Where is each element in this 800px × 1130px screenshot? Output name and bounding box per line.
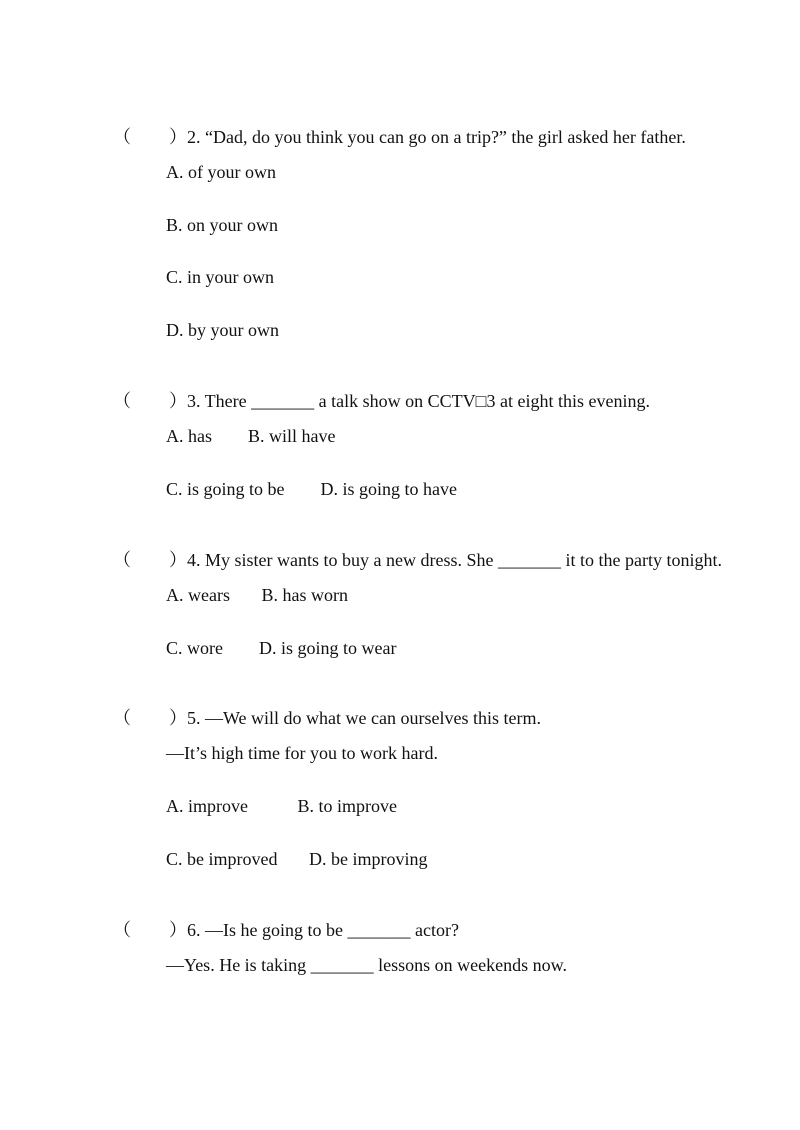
answer-paren-open: （ bbox=[113, 708, 131, 728]
option-line: A. improve B. to improve bbox=[166, 796, 397, 816]
option-line: A. wears B. has worn bbox=[166, 585, 348, 605]
answer-paren-close: ） bbox=[169, 127, 187, 147]
answer-paren-close: ） bbox=[169, 920, 187, 940]
question-text: 6. —Is he going to be _______ actor? bbox=[187, 920, 459, 940]
answer-paren-close: ） bbox=[169, 391, 187, 411]
answer-paren-open: （ bbox=[113, 391, 131, 411]
question-6-stem bbox=[104, 903, 459, 939]
option-line: A. of your own bbox=[166, 162, 276, 182]
option-line: A. has B. will have bbox=[166, 426, 336, 446]
option-line: C. in your own bbox=[166, 267, 274, 287]
question-3-stem bbox=[104, 374, 650, 410]
dialogue-line: —It’s high time for you to work hard. bbox=[166, 743, 438, 763]
question-text: 5. —We will do what we can ourselves this term. bbox=[187, 708, 541, 728]
option-line: C. is going to be D. is going to have bbox=[166, 479, 457, 499]
question-text: 2. “Dad, do you think you can go on a trip?” the girl asked her father. bbox=[187, 127, 686, 147]
answer-paren-open: （ bbox=[113, 127, 131, 147]
answer-paren-open: （ bbox=[113, 550, 131, 570]
question-4-stem bbox=[104, 533, 722, 569]
question-text: 4. My sister wants to buy a new dress. She _______ it to the party tonight. bbox=[187, 550, 722, 570]
question-2-stem bbox=[104, 110, 686, 146]
option-line: B. on your own bbox=[166, 215, 278, 235]
option-line: C. wore D. is going to wear bbox=[166, 638, 397, 658]
question-text: 3. There _______ a talk show on CCTV□3 at eight this evening. bbox=[187, 391, 650, 411]
answer-paren-close: ） bbox=[169, 708, 187, 728]
dialogue-line: —Yes. He is taking _______ lessons on weekends now. bbox=[166, 955, 567, 975]
question-5-stem bbox=[104, 691, 541, 727]
answer-paren-close: ） bbox=[169, 550, 187, 570]
option-line: C. be improved D. be improving bbox=[166, 849, 428, 869]
answer-paren-open: （ bbox=[113, 920, 131, 940]
option-line: D. by your own bbox=[166, 320, 279, 340]
